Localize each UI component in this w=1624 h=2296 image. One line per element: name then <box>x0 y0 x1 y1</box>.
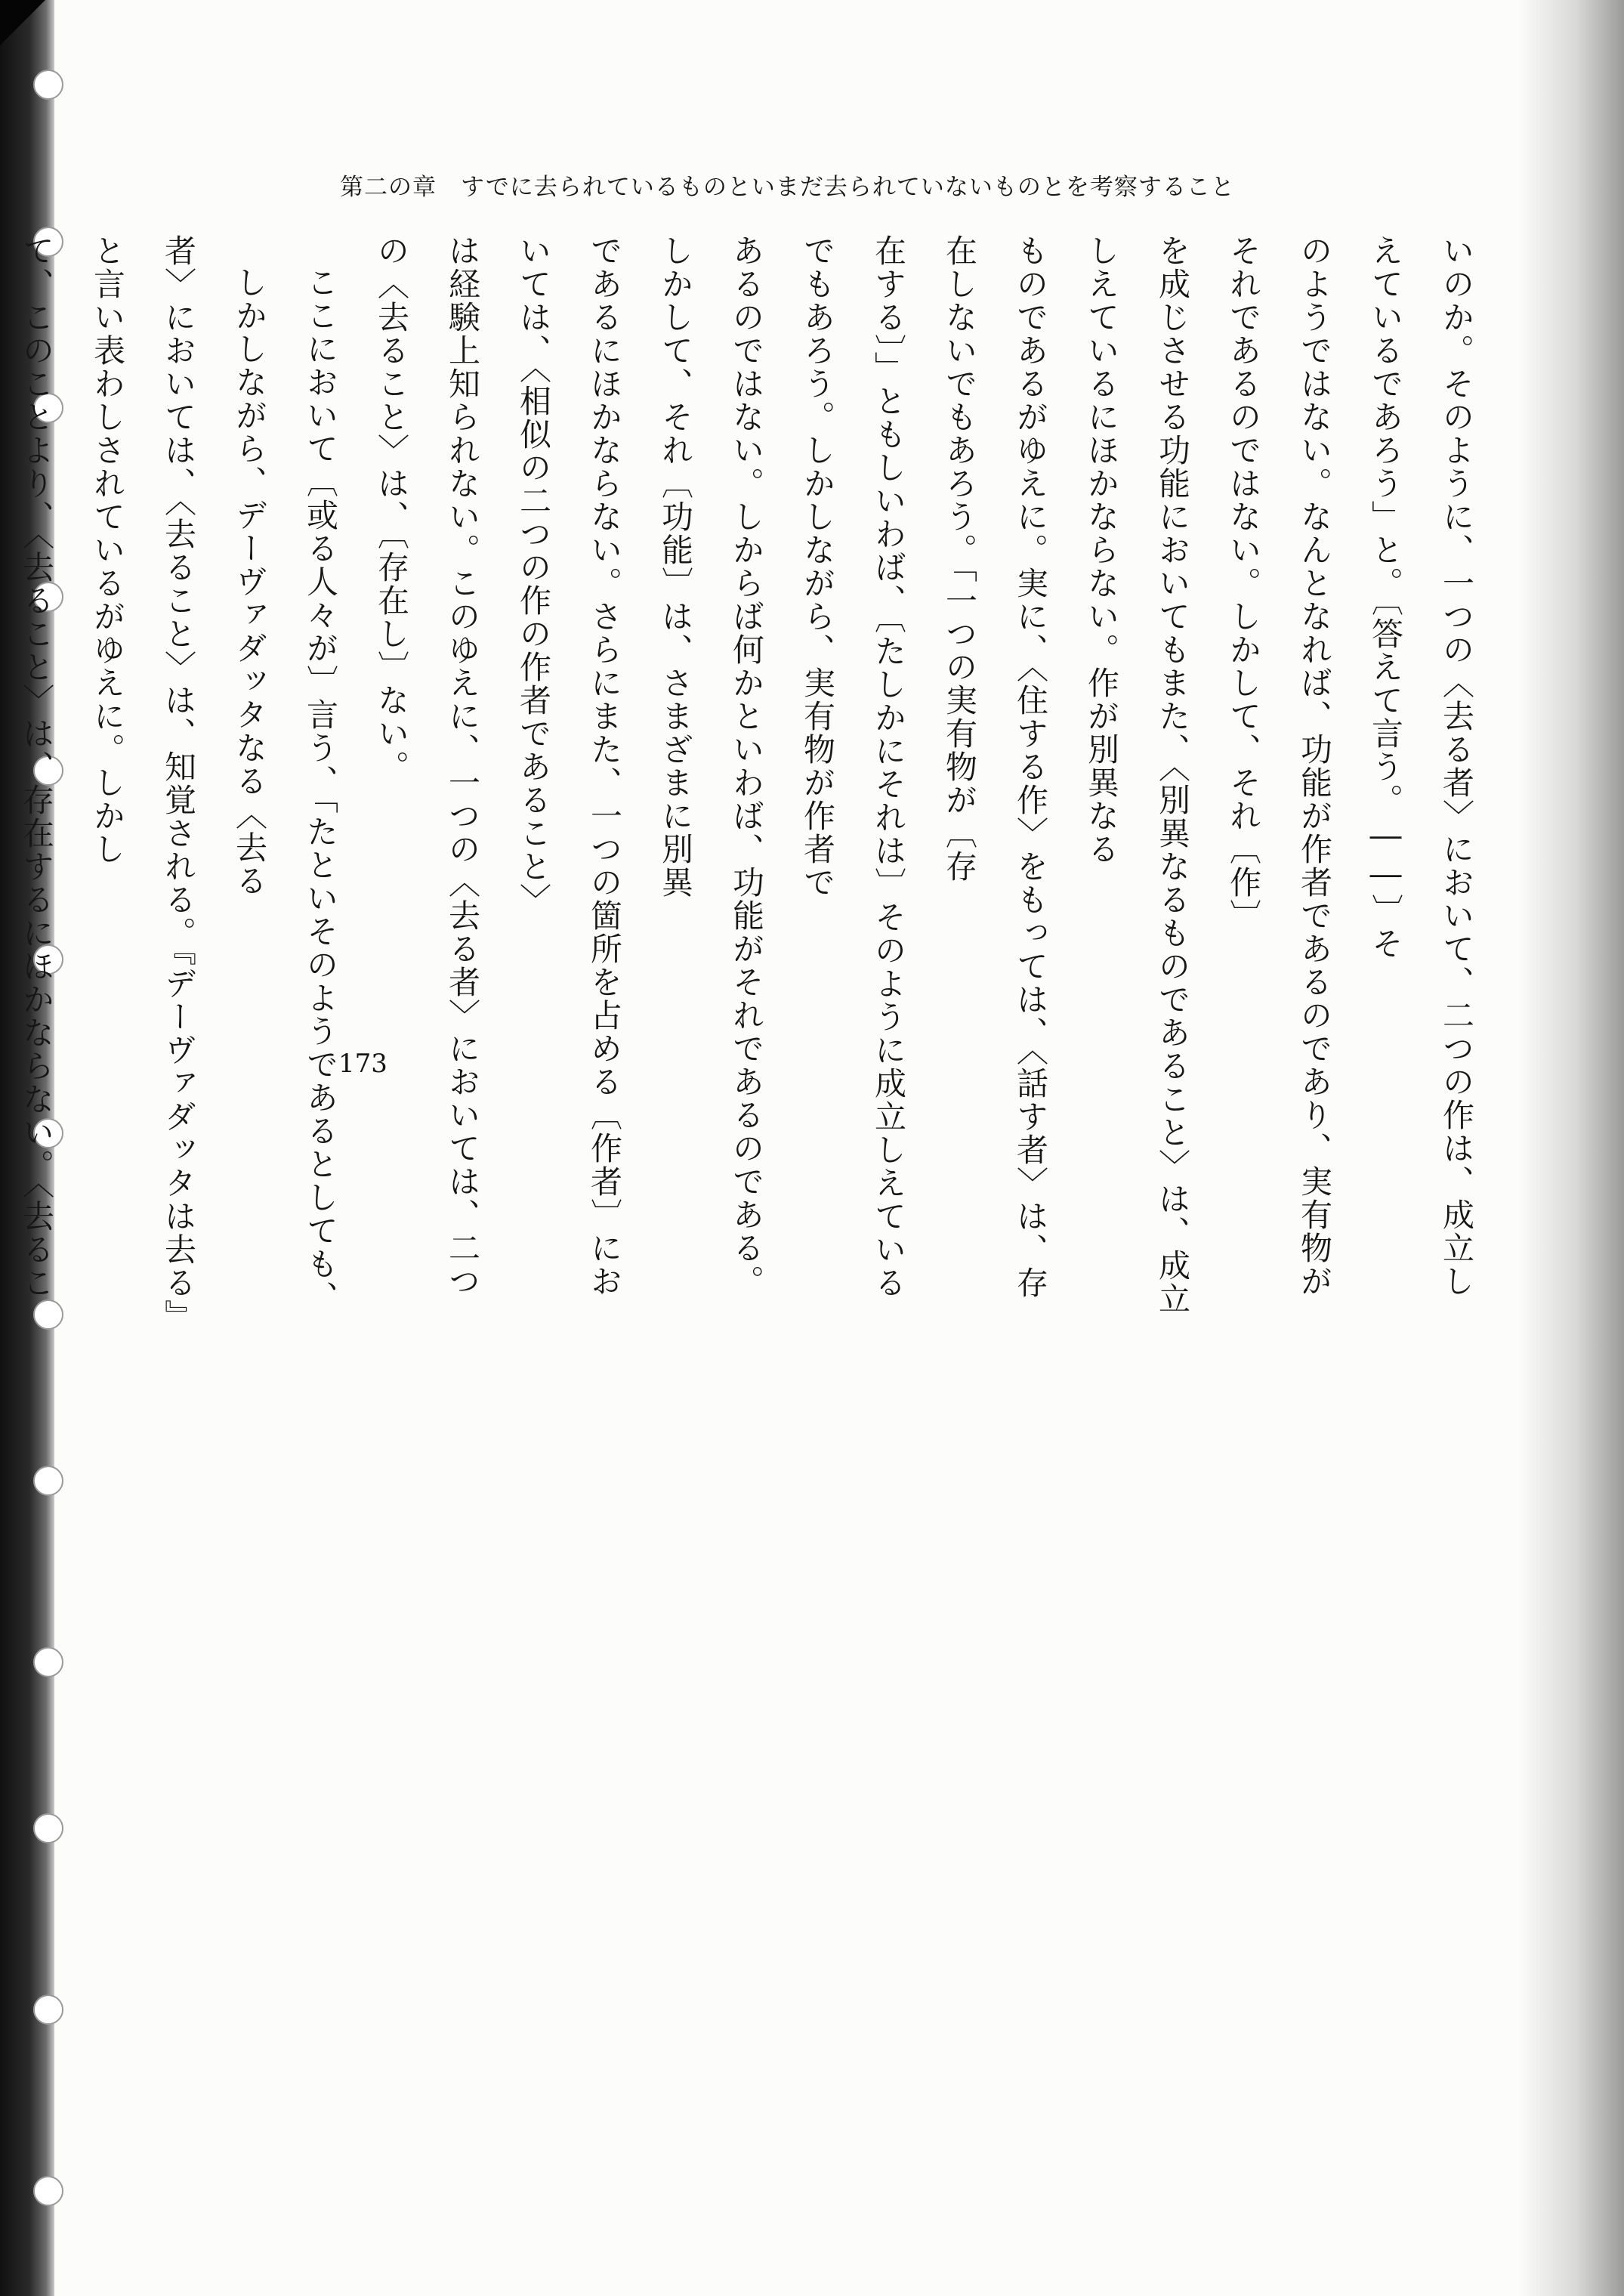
text-line: は経験上知られない。このゆえに、一つの〈去る者〉においては、二つの〈去ること〉は、〔存在し〕ない。 <box>373 234 481 1298</box>
binder-hole <box>33 70 63 100</box>
text-line: ものであるがゆえに。実に、〈住する作〉をもっては、〈話す者〉は、存在しないでもあろう。「一つの実有物が〔存 <box>941 234 1049 1299</box>
text-line: であるにほかならない。さらにまた、一つの箇所を占める〔作者〕においては、〈相似の二つの作の作者であること〉 <box>515 234 623 1298</box>
text-line: いのか。そのように、一つの〈去る者〉において、二つの作は、成立しえているであろう」と。〔答えて言う。――〕そ <box>1367 234 1475 1298</box>
corner-tab <box>0 0 45 45</box>
binder-hole <box>33 2176 63 2206</box>
scan-edge-noise <box>1518 0 1624 2296</box>
text-line: ここにおいて〔或る人々が〕言う、「たといそのようであるとしても、しかしながら、デーヴァダッタなる〈去る <box>231 266 339 1314</box>
binder-hole <box>33 1995 63 2025</box>
binder-hole <box>33 1466 63 1496</box>
running-title: 第二の章 すでに去られているものといまだ去られていないものとを考察すること <box>340 174 1235 201</box>
main-text <box>18 234 1492 1330</box>
text-line: 者〉においては、〈去ること〉は、知覚される。『デーヴァダッタは去る』と言い表わしされているがゆえに。しかし <box>89 234 197 1317</box>
text-line: て、このことより、〈去ること〉は、存在するにほかならない。〈去るこ <box>18 234 55 1299</box>
text-line: のようではない。なんとなれば、功能が作者であるのであり、実有物がそれであるのではない。しかして、それ〔作〕 <box>1225 234 1333 1298</box>
page-number: 173 <box>338 1049 387 1079</box>
text-line: あるのではない。しからば何かといわば、功能がそれであるのである。しかして、それ〔功能〕は、さまざまに別異 <box>657 234 765 1298</box>
binder-hole <box>33 1647 63 1677</box>
text-line: を成じさせる功能においてもまた、〈別異なるものであること〉は、成立しえているにほかならない。作が別異なる <box>1083 234 1191 1315</box>
text-line: 在する〕」ともしいわば、〔たしかにそれは〕そのように成立しえているでもあろう。しかしながら、実有物が作者で <box>799 234 907 1299</box>
binder-hole <box>33 1813 63 1843</box>
